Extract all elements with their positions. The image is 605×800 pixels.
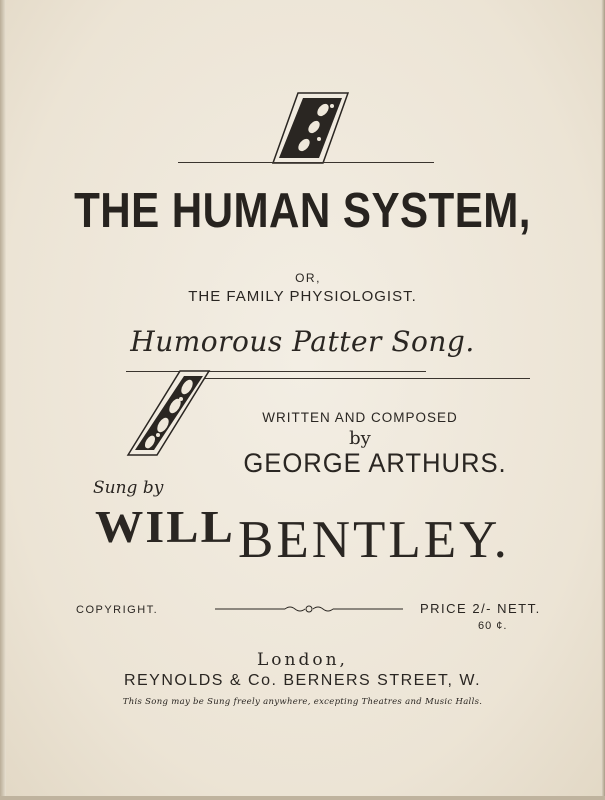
copyright-text: COPYRIGHT. xyxy=(76,604,159,616)
leaf-band-ornament-top xyxy=(270,90,360,166)
written-and-composed: WRITTEN AND COMPOSED xyxy=(262,410,458,425)
or-text: OR, xyxy=(295,271,321,285)
middle-rule-lower xyxy=(200,378,530,379)
price-text: PRICE 2/- NETT. xyxy=(420,601,541,616)
publisher-address: REYNOLDS & Co. BERNERS STREET, W. xyxy=(123,672,482,689)
flourish-divider xyxy=(215,601,403,617)
sung-by-label: Sung by xyxy=(93,478,164,498)
publisher-city: London, xyxy=(257,650,348,670)
page-bottom-edge xyxy=(0,796,605,800)
song-type: Humorous Patter Song. xyxy=(130,325,475,358)
price-cents-text: 60 ¢. xyxy=(478,620,508,632)
by-text: by xyxy=(349,428,371,449)
performance-note: This Song may be Sung freely anywhere, excepting Theatres and Music Halls. xyxy=(122,697,483,707)
leaf-band-ornament-bottom xyxy=(125,369,213,459)
subtitle: THE FAMILY PHYSIOLOGIST. xyxy=(188,288,417,305)
singer-first-name: WILL xyxy=(95,501,235,552)
singer-last-name: BENTLEY. xyxy=(238,511,510,569)
top-rule xyxy=(178,162,434,163)
composer-name: GEORGE ARTHURS. xyxy=(243,448,507,478)
song-title: THE HUMAN SYSTEM, xyxy=(74,184,531,238)
